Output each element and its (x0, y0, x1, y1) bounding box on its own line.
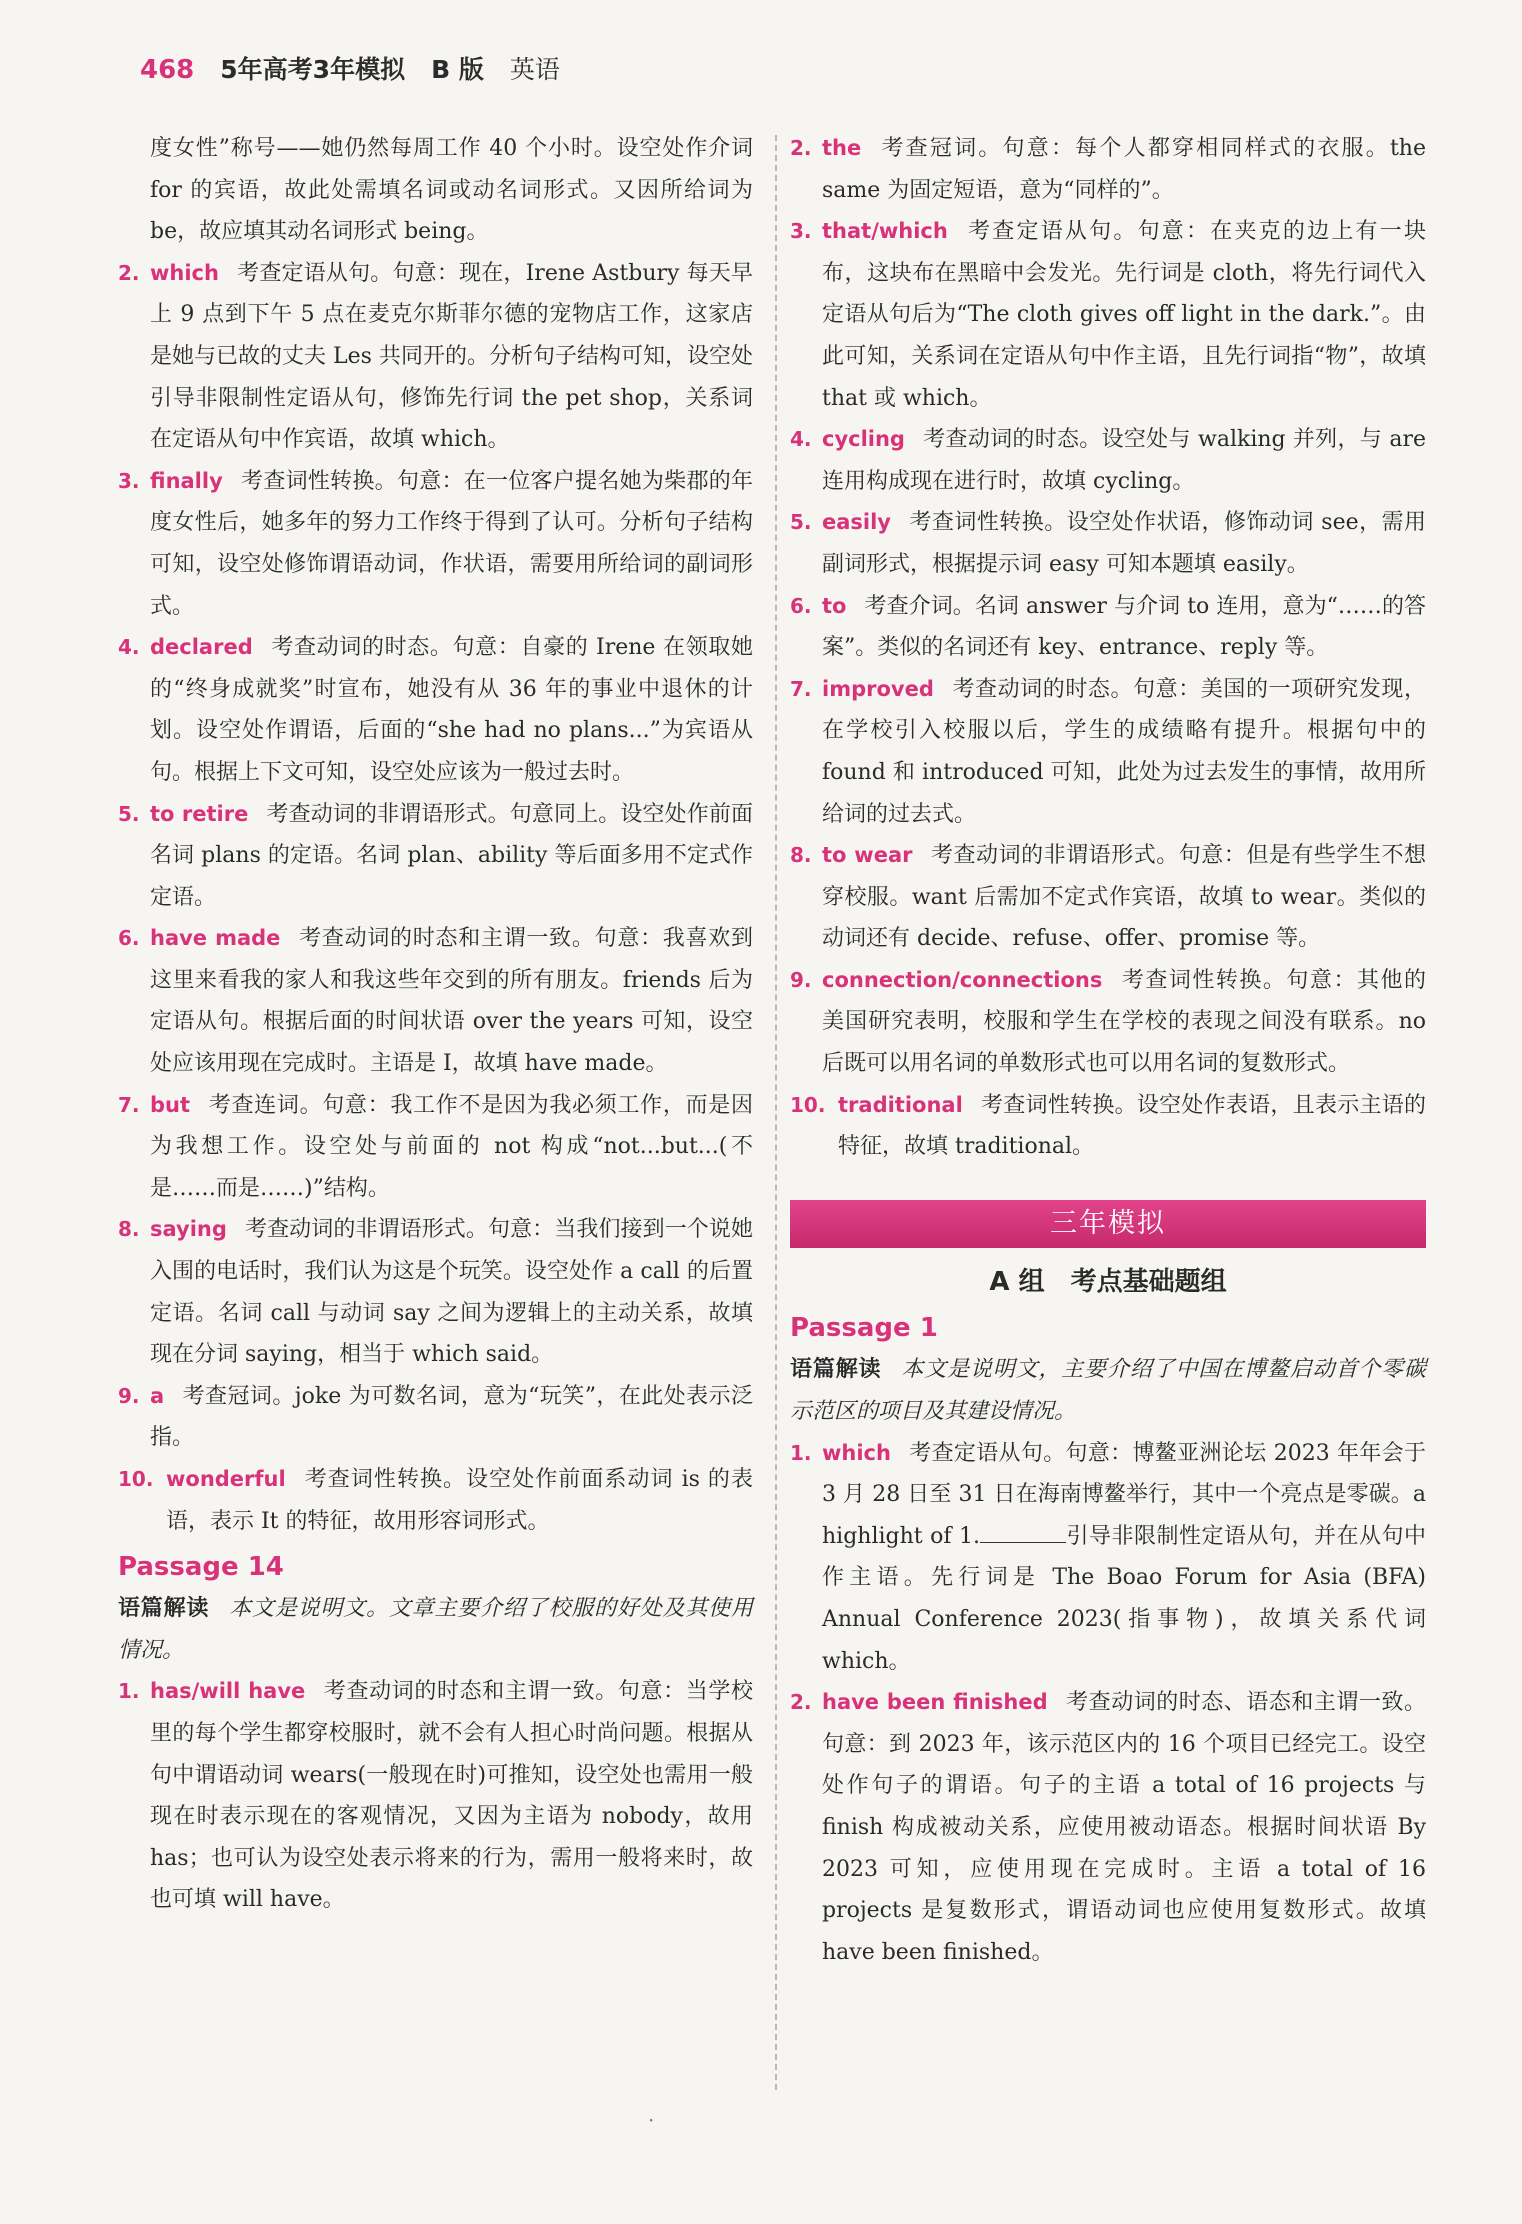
summary-text: 本文是说明文。文章主要介绍了校服的好处及其使用情况。 (118, 1596, 753, 1663)
continued-paragraph: 度女性”称号——她仍然每周工作 40 个小时。设空处作介词 for 的宾语，故此处需填名词或动名词形式。又因所给词为 be，故应填其动名词形式 being。 (150, 136, 753, 245)
explanation: 考查动词的时态。设空处与 walking 并列，与 are 连用构成现在进行时，故填 cycling。 (822, 427, 1426, 494)
answer-item (790, 1085, 1426, 1168)
answer-key: wonderful (166, 1467, 286, 1491)
answer-key: to retire (150, 801, 249, 826)
passage-summary (118, 1588, 753, 1671)
answer-item (790, 1433, 1426, 1683)
item-number: 6. (118, 926, 140, 951)
answer-item (118, 461, 753, 627)
section-banner: 三年模拟 (790, 1200, 1426, 1248)
explanation: 考查词性转换。设空处作前面系动词 is 的表语，表示 It 的特征，故用形容词形式。 (166, 1467, 753, 1534)
left-answer-list (118, 253, 753, 1542)
item-number: 5. (790, 510, 812, 535)
answer-item (790, 1682, 1426, 1973)
item-number: 5. (118, 801, 140, 826)
explanation: 考查词性转换。设空处作状语，修饰动词 see，需用副词形式，根据提示词 easy 可知本题填 easily。 (822, 510, 1426, 577)
item-number: 7. (118, 1092, 140, 1117)
explanation-continued: 引导非限制性定语从句，并在从句中作主语。先行词是 The Boao Forum for Asia (BFA) Annual Conference 2023(指事物)，故填关系代词 which。 (822, 1523, 1426, 1674)
answer-item (118, 794, 753, 919)
book-edition: B 版 (431, 55, 484, 84)
book-title: 5年高考3年模拟 (220, 55, 406, 84)
answer-item (118, 1671, 753, 1921)
item-number: 8. (118, 1217, 140, 1242)
answer-key: have made (150, 926, 281, 951)
answer-blank (980, 1522, 1066, 1543)
explanation: 考查介词。名词 answer 与介词 to 连用，意为“……的答案”。类似的名词还有 key、entrance、reply 等。 (822, 593, 1426, 661)
explanation: 考查词性转换。设空处作表语，且表示主语的特征，故填 traditional。 (838, 1092, 1426, 1160)
item-number: 4. (790, 427, 812, 452)
answer-key: the (822, 136, 862, 160)
answer-item (118, 1085, 753, 1210)
explanation: 考查定语从句。句意：现在，Irene Astbury 每天早上 9 点到下午 5 点在麦克尔斯菲尔德的宠物店工作，这家店是她与已故的丈夫 Les 共同开的。分析句子结构可知，设空处引导非限制性定语从句，修饰先行词 the pet shop，关系词在定语从句中作宾语，故填 which。 (150, 260, 753, 453)
answer-item (790, 835, 1426, 960)
explanation: 考查动词的时态和主谓一致。句意：当学校里的每个学生都穿校服时，就不会有人担心时尚问题。根据从句中谓语动词 wears(一般现在时)可推知，设空处也需用一般现在时表示现在的客观情况，又因为主语为 nobody，故用 has；也可认为设空处表示将来的行为，需用一般将来时，故也可填 will have。 (150, 1679, 753, 1913)
answer-item (790, 419, 1426, 502)
page-header (140, 50, 560, 86)
summary-label: 语篇解读 (118, 1596, 210, 1622)
explanation: 考查动词的时态、语态和主谓一致。句意：到 2023 年，该示范区内的 16 个项目已经完工。设空处作句子的谓语。句子的主语 a total of 16 projects 与 finish 构成被动关系，应使用被动语态。根据时间状语 By 2023 可知，应使用现在完成时。主语 a total of 16 projects 是复数形式，谓语动词也应使用复数形式。故填 have been finished。 (822, 1690, 1426, 1965)
item-number: 3. (790, 219, 812, 244)
item-number: 3. (118, 468, 140, 493)
item-number: 6. (790, 593, 812, 618)
explanation: 考查动词的非谓语形式。句意同上。设空处作前面名词 plans 的定语。名词 plan、ability 等后面多用不定式作定语。 (150, 801, 753, 910)
item-number: 1. (790, 1440, 812, 1465)
answer-key: which (150, 260, 219, 285)
item-number: 2. (790, 1690, 812, 1715)
answer-item (790, 669, 1426, 835)
item-number: 10. (790, 1092, 826, 1117)
item-number: 2. (790, 136, 812, 160)
answer-item (118, 918, 753, 1084)
summary-label: 语篇解读 (790, 1357, 882, 1383)
answer-item (118, 1376, 753, 1459)
explanation: 考查动词的非谓语形式。句意：但是有些学生不想穿校服。want 后需加不定式作宾语，故填 to wear。类似的动词还有 decide、refuse、offer、promise 等。 (822, 843, 1426, 952)
answer-key: a (150, 1383, 165, 1408)
answer-key: that/which (822, 219, 948, 244)
explanation: 考查动词的非谓语形式。句意：当我们接到一个说她入围的电话时，我们认为这是个玩笑。设空处作 a call 的后置定语。名词 call 与动词 say 之间为逻辑上的主动关系，故填现在分词 saying，相当于 which said。 (150, 1217, 753, 1368)
explanation: 考查定语从句。句意：博鳌亚洲论坛 2023 年年会于 3 月 28 日至 31 日在海南博鳌举行，其中一个亮点是零碳。a highlight of 1. (822, 1440, 1426, 1549)
answer-key: connection/connections (822, 967, 1103, 992)
answer-key: which (822, 1440, 891, 1465)
answer-key: but (150, 1092, 191, 1117)
answer-key: have been finished (822, 1690, 1048, 1715)
passage-title: Passage 1 (790, 1313, 938, 1344)
summary-text: 本文是说明文，主要介绍了中国在博鳌启动首个零碳示范区的项目及其建设情况。 (790, 1357, 1426, 1425)
item-number: 4. (118, 635, 140, 660)
explanation: 考查词性转换。句意：其他的美国研究表明，校服和学生在学校的表现之间没有联系。no 后既可以用名词的单数形式也可以用名词的复数形式。 (822, 967, 1426, 1077)
passage-title: Passage 14 (118, 1552, 284, 1583)
explanation: 考查动词的时态。句意：自豪的 Irene 在领取她的“终身成就奖”时宣布，她没有从 36 年的事业中退休的计划。设空处作谓语，后面的“she had no plans...”为宾语从句。根据上下文可知，设空处应该为一般过去时。 (150, 635, 753, 785)
answer-key: traditional (838, 1092, 963, 1117)
item-number: 1. (118, 1679, 140, 1704)
explanation: 考查定语从句。句意：在夹克的边上有一块布，这块布在黑暗中会发光。先行词是 cloth，将先行词代入定语从句后为“The cloth gives off light in the dark.”。由此可知，关系词在定语从句中作主语，且先行词指“物”，故填 that 或 which。 (822, 219, 1426, 411)
column-divider (775, 135, 777, 2090)
group-title: A 组 考点基础题组 (989, 1266, 1227, 1297)
item-number: 10. (118, 1467, 154, 1491)
answer-key: saying (150, 1217, 227, 1242)
answer-item (118, 627, 753, 793)
explanation: 考查词性转换。句意：在一位客户提名她为柴郡的年度女性后，她多年的努力工作终于得到了认可。分析句子结构可知，设空处修饰谓语动词，作状语，需要用所给词的副词形式。 (150, 468, 753, 619)
answer-key: easily (822, 510, 891, 535)
answer-item (790, 502, 1426, 585)
answer-item (790, 211, 1426, 419)
left-column (118, 128, 753, 1921)
answer-item (790, 586, 1426, 669)
right-column (790, 128, 1426, 1973)
passage-summary (790, 1349, 1426, 1432)
book-subject: 英语 (509, 55, 560, 84)
answer-key: declared (150, 635, 253, 660)
item-number: 8. (790, 843, 812, 868)
item-number: 2. (118, 260, 140, 285)
page-footer-dot: · (648, 2108, 655, 2132)
item-number: 9. (790, 967, 812, 992)
answer-key: to (822, 593, 847, 618)
page-number: 468 (140, 55, 195, 85)
answer-key: has/will have (150, 1679, 306, 1704)
answer-key: improved (822, 676, 934, 701)
explanation: 考查动词的时态。句意：美国的一项研究发现，在学校引入校服以后，学生的成绩略有提升。根据句中的 found 和 introduced 可知，此处为过去发生的事情，故用所给词的过去式。 (822, 676, 1426, 827)
explanation: 考查冠词。句意：每个人都穿相同样式的衣服。the same 为固定短语，意为“同样的”。 (822, 136, 1426, 203)
answer-key: finally (150, 468, 223, 493)
answer-item (790, 960, 1426, 1085)
explanation: 考查连词。句意：我工作不是因为我必须工作，而是因为我想工作。设空处与前面的 not 构成“not...but...(不是……而是……)”结构。 (150, 1092, 753, 1201)
explanation: 考查动词的时态和主谓一致。句意：我喜欢到这里来看我的家人和我这些年交到的所有朋友。friends 后为定语从句。根据后面的时间状语 over the years 可知，设空处应该用现在完成时。主语是 I，故填 have made。 (150, 926, 753, 1077)
answer-item (118, 253, 753, 461)
answer-item (118, 1459, 753, 1542)
answer-item (118, 1209, 753, 1375)
answer-item (790, 128, 1426, 211)
item-number: 9. (118, 1383, 140, 1408)
answer-key: to wear (822, 843, 913, 868)
explanation: 考查冠词。joke 为可数名词，意为“玩笑”，在此处表示泛指。 (150, 1383, 753, 1451)
item-number: 7. (790, 676, 812, 701)
answer-key: cycling (822, 427, 905, 452)
